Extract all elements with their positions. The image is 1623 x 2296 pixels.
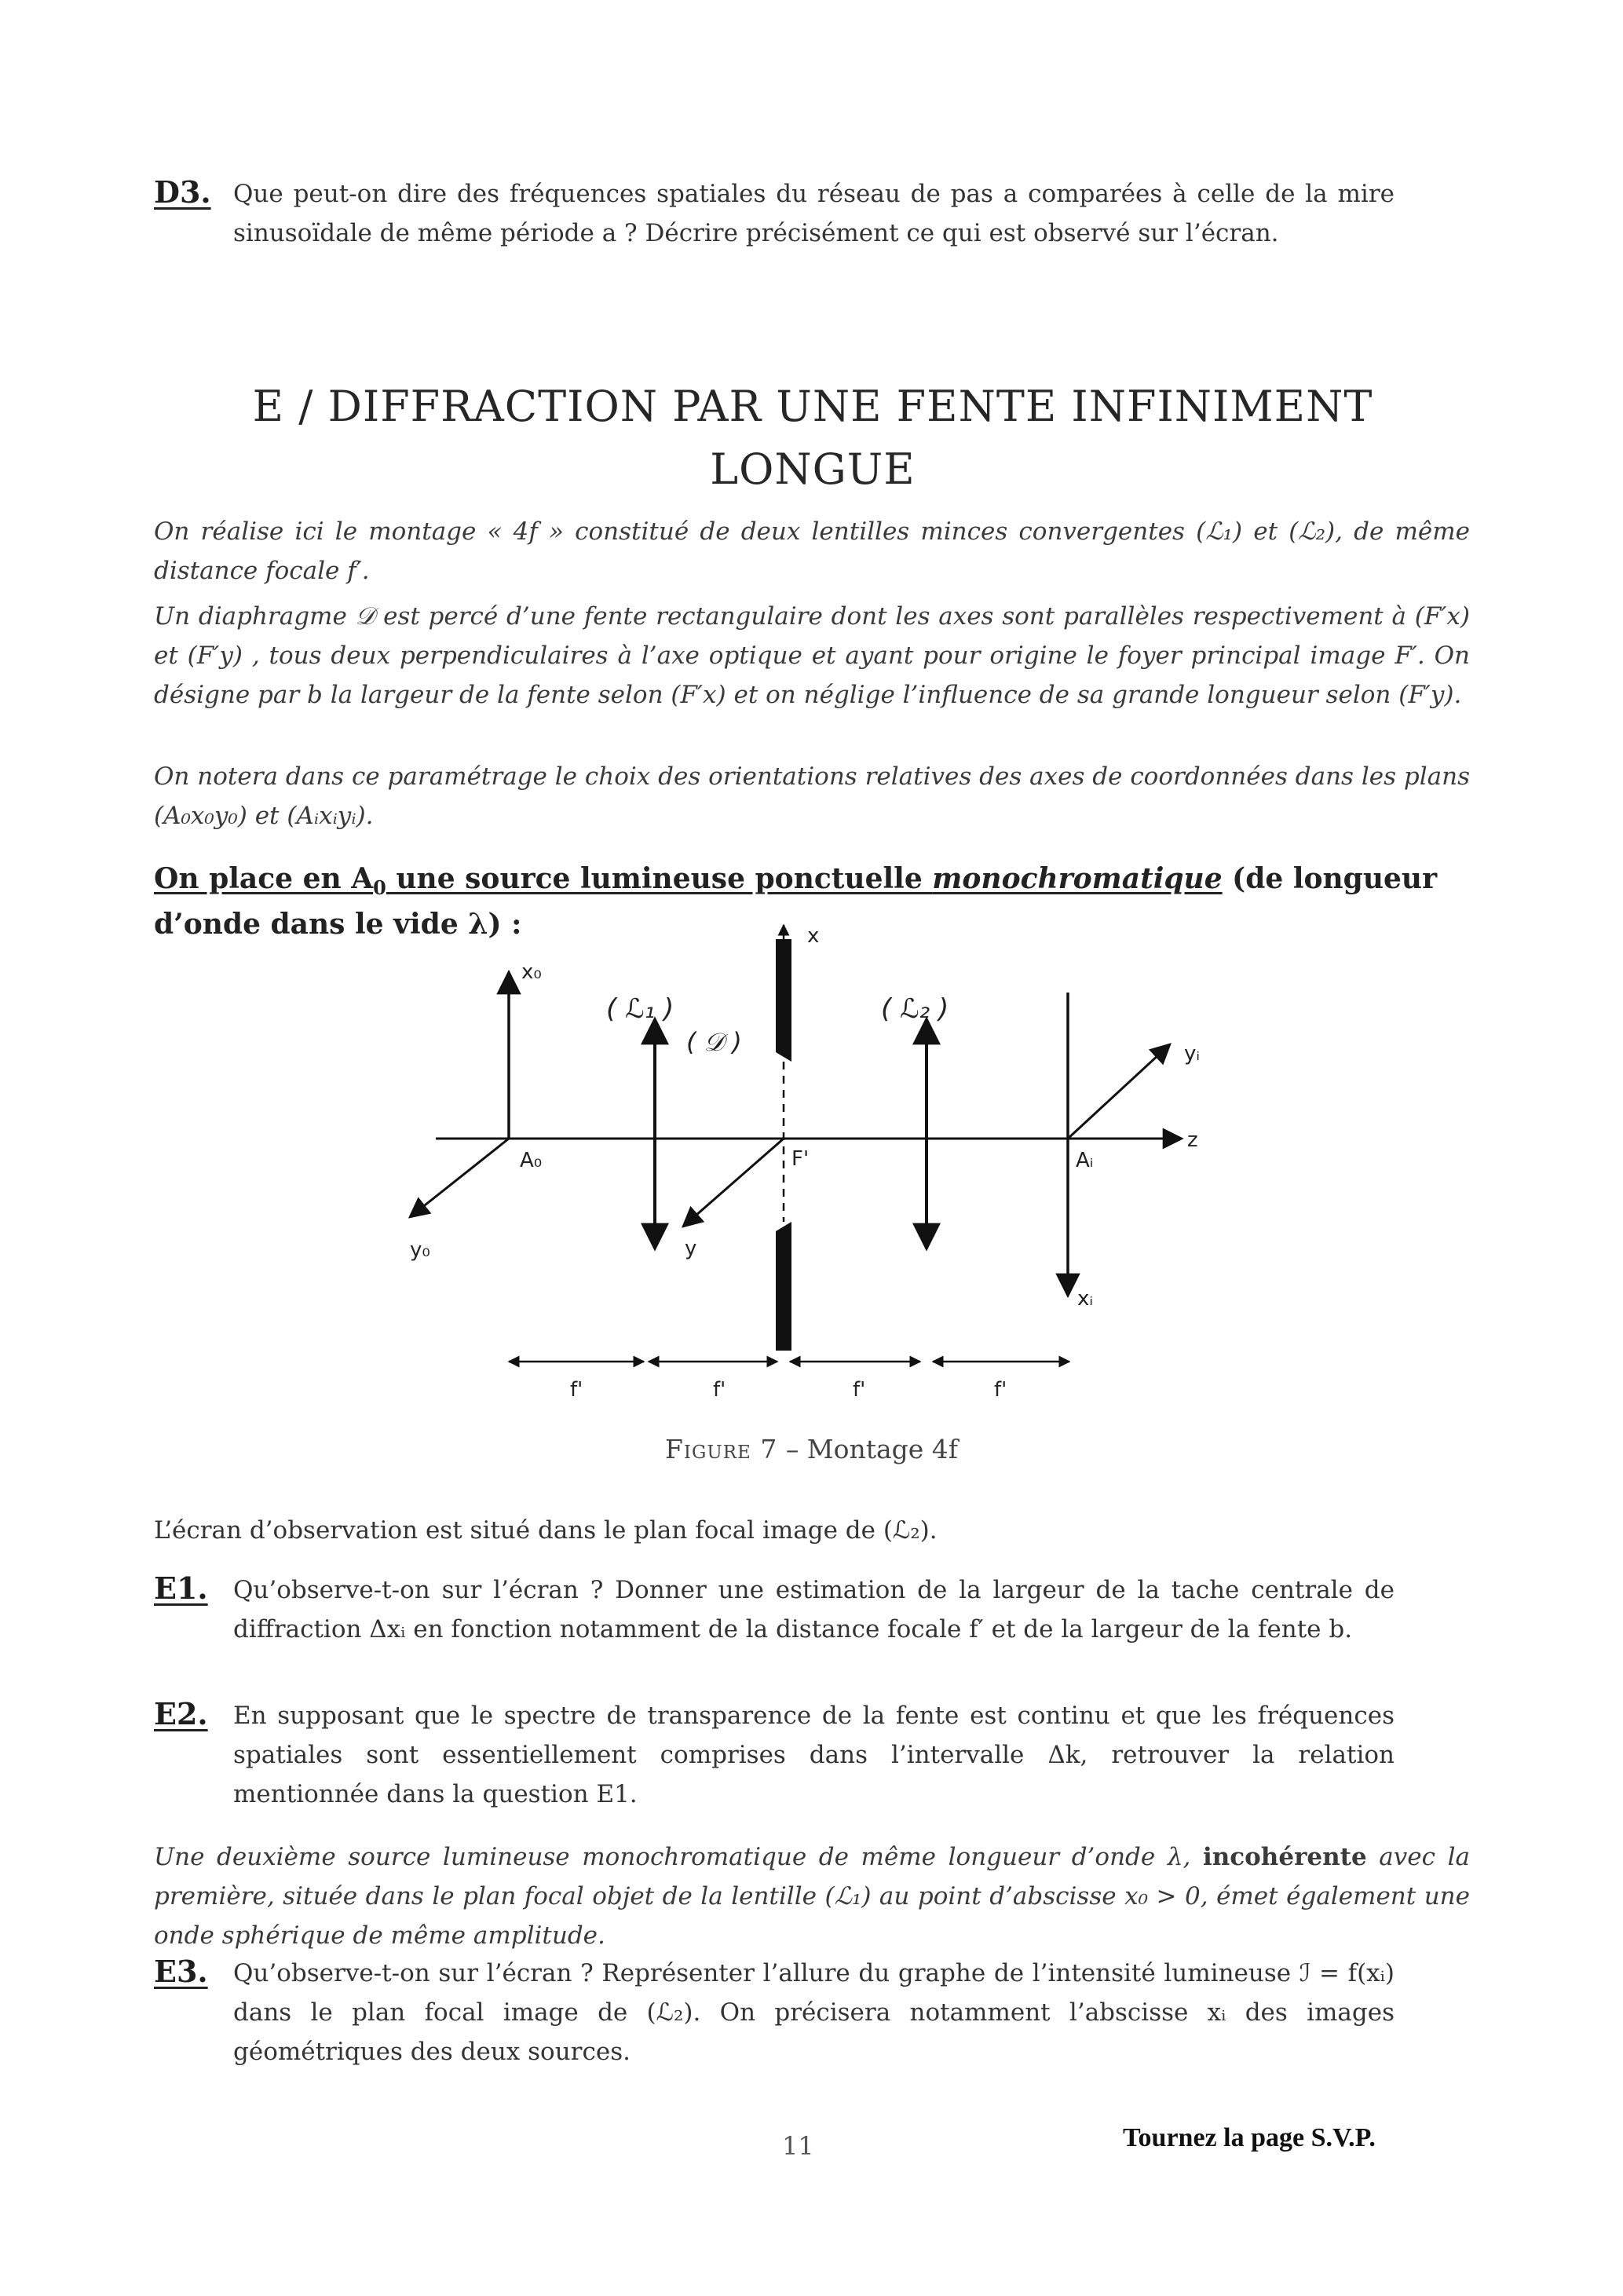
- page-number: 11: [782, 2131, 814, 2161]
- y-axis-arrow: [683, 1139, 784, 1227]
- question-text: Qu’observe-t-on sur l’écran ? Représenter l’allure du graphe de l’intensité lumineuse ℐ = f(xᵢ) dans le plan focal image de (ℒ₂). On précisera notamment l’abscisse xᵢ des images géométriques des deux sources.: [233, 1959, 1395, 2066]
- intro-paragraph-2: Un diaphragme 𝒟 est percé d’une fente rectangulaire dont les axes sont parallèles respectivement à (F′x) et (F′y) , tous deux perpendiculaires à l’axe optique et ayant pour origine le foyer principal image F′. On désigne par b la largeur de la fente selon (F′x) et on néglige l’influence de sa grande longueur selon (F′y).: [154, 602, 1470, 709]
- question-number: D3.: [154, 174, 211, 210]
- screen-note: L’écran d’observation est situé dans le plan focal image de (ℒ₂).: [154, 1516, 938, 1545]
- turn-page-note: Tournez la page S.V.P.: [1123, 2123, 1376, 2152]
- label-l1: ( ℒ₁ ): [606, 993, 674, 1025]
- question-number: E1.: [154, 1570, 208, 1606]
- label-ai: Aᵢ: [1076, 1149, 1094, 1172]
- question-number: E3.: [154, 1954, 208, 1989]
- second-source-paragraph: [154, 1837, 1470, 1955]
- second-source-after: avec la première, située dans le plan focal objet de la lentille (ℒ₁) au point d’abscisse x₀ > 0, émet également une onde sphérique de même amplitude.: [154, 1843, 1470, 1950]
- question-text: En supposant que le spectre de transparence de la fente est continu et que les fréquences spatiales sont essentiellement comprises dans l’intervalle Δk, retrouver la relation mentionnée dans la question E1.: [233, 1702, 1395, 1808]
- lead-text-2: une source lumineuse ponctuelle: [386, 862, 933, 895]
- second-source-bold: incohérente: [1202, 1843, 1367, 1871]
- lead-text-italic: monochromatique: [932, 862, 1223, 895]
- diaphragm-lower-blade: [776, 1231, 791, 1351]
- caption-text: – Montage 4f: [777, 1434, 959, 1464]
- question-text: Qu’observe-t-on sur l’écran ? Donner une estimation de la largeur de la tache centrale de diffraction Δxᵢ en fonction notamment de la distance focale f′ et de la largeur de la fente b.: [233, 1576, 1395, 1643]
- label-z: z: [1187, 1128, 1198, 1152]
- second-source-before: Une deuxième source lumineuse monochromatique de même longueur d’onde λ,: [154, 1843, 1203, 1871]
- question-text: Que peut-on dire des fréquences spatiales du réseau de pas a comparées à celle de la mire sinusoïdale de même période a ? Décrire précisément ce qui est observé sur l’écran.: [233, 180, 1395, 247]
- label-f2: f': [713, 1378, 726, 1402]
- section-title-line1: E / DIFFRACTION PAR UNE FENTE INFINIMENT: [252, 382, 1373, 431]
- intro-paragraph-1: On réalise ici le montage « 4f » constitué de deux lentilles minces convergentes (ℒ₁) et (ℒ₂), de même distance focale f′.: [154, 517, 1470, 585]
- intro-paragraph-3: On notera dans ce paramétrage le choix des orientations relatives des axes de coordonnées dans les plans (A₀x₀y₀) et (Aᵢxᵢyᵢ).: [154, 762, 1470, 830]
- section-title-line2: LONGUE: [710, 444, 916, 494]
- label-xi: xᵢ: [1077, 1287, 1094, 1311]
- lead-rest: (de longueur d’onde dans le vide λ) :: [154, 862, 1438, 941]
- label-f1: f': [570, 1378, 583, 1402]
- lead-text-1: On place en A: [154, 862, 374, 895]
- label-a0: A₀: [520, 1149, 543, 1172]
- caption-label: Figure 7: [664, 1434, 778, 1464]
- label-yi: yᵢ: [1184, 1042, 1201, 1066]
- diaphragm-upper-edge: [776, 1052, 791, 1062]
- question-number: E2.: [154, 1696, 208, 1731]
- label-y0: y₀: [410, 1238, 430, 1262]
- label-x0: x₀: [521, 960, 542, 984]
- question-e3: [154, 1954, 1395, 2071]
- question-e1: [154, 1570, 1395, 1649]
- lead-sub: 0: [373, 876, 386, 900]
- label-d: ( 𝒟 ): [686, 1027, 742, 1057]
- question-e2: [154, 1696, 1395, 1814]
- diaphragm-lower-edge: [776, 1222, 791, 1231]
- label-x: x: [807, 924, 820, 948]
- label-y: y: [685, 1237, 697, 1260]
- figure-caption: [0, 1434, 1623, 1464]
- label-f3: f': [853, 1378, 866, 1402]
- yi-axis-arrow: [1068, 1044, 1170, 1139]
- label-l2: ( ℒ₂ ): [881, 993, 949, 1025]
- y0-axis-arrow: [410, 1139, 509, 1217]
- label-f4: f': [994, 1378, 1007, 1402]
- label-f: F': [791, 1147, 810, 1171]
